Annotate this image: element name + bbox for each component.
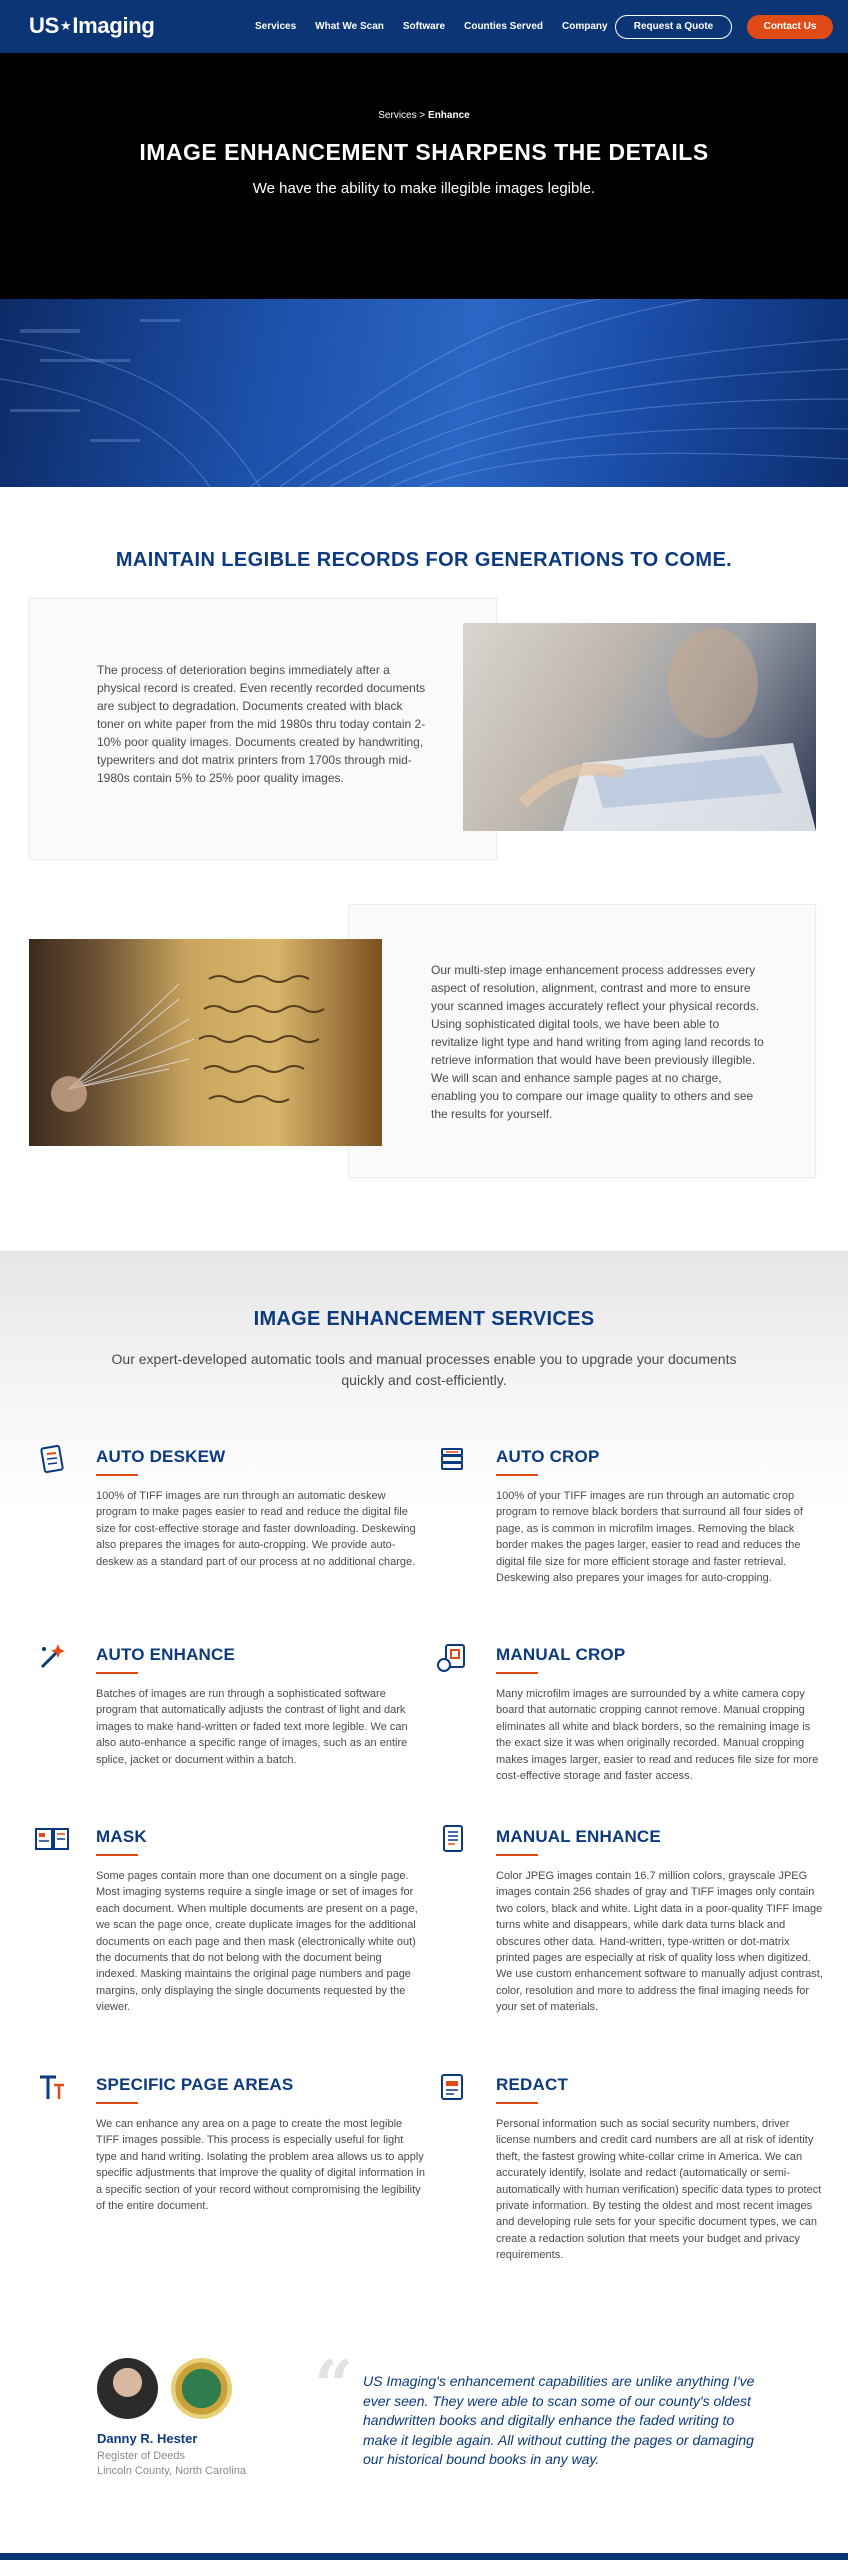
title-underline	[496, 1854, 538, 1856]
title-underline	[496, 1474, 538, 1476]
service-title: REDACT	[496, 2075, 569, 2094]
service-title: SPECIFIC PAGE AREAS	[96, 2075, 294, 2094]
nav-item-what-we-scan[interactable]: What We Scan	[315, 21, 384, 32]
mask-pages-icon	[30, 1821, 74, 1857]
service-specific-page-areas	[96, 2075, 426, 2214]
breadcrumb-current: Enhance	[428, 110, 470, 121]
breadcrumb	[0, 110, 848, 121]
document-deskew-icon	[34, 1441, 70, 1477]
stacked-pages-icon	[434, 1441, 470, 1477]
title-underline	[96, 1672, 138, 1674]
title-underline	[496, 2102, 538, 2104]
magic-wand-icon	[34, 1639, 70, 1675]
service-description: Batches of images are run through a sophisticated software program that automatically adjusts the contrast of light and dark images to make hand-written or faded text more legible. We can also auto-enhance a specific range of images, such as an entire splice, jacket or document within a batch.	[96, 1688, 408, 1766]
request-quote-button[interactable]: Request a Quote	[615, 15, 732, 39]
text-area-icon	[34, 2069, 70, 2105]
enhancement-process-card	[348, 904, 816, 1178]
testimonial-name: Danny R. Hester	[97, 2431, 198, 2446]
service-title: AUTO DESKEW	[96, 1447, 226, 1466]
service-description: Personal information such as social security numbers, driver license numbers and credit card numbers are all at risk of identity theft, the fastest growing white-collar crime in America. We can accurately identify, isolate and redact (automatically or semi-automatically with human verification) specific data types to protect private information. By testing the oldest and most recent images and developing rule sets for your specific document types, we can create a redaction solution that meets your budget and privacy requirements.	[496, 2118, 822, 2262]
breadcrumb-services-link[interactable]: Services	[378, 110, 417, 121]
service-manual-enhance	[496, 1827, 826, 2016]
service-description: 100% of your TIFF images are run through an automatic crop program to remove black borders that surround all four sides of page, as is common in microfilm images. Removing the black border makes the pages larger, easier to read and reduces the digital file size for more efficient storage and faster retrieval. Deskewing also prepares your images for auto-cropping.	[496, 1490, 803, 1585]
service-manual-crop	[496, 1645, 826, 1784]
nav-item-counties-served[interactable]: Counties Served	[464, 21, 544, 32]
nav-item-company[interactable]: Company	[562, 21, 608, 32]
footer-bar	[0, 2553, 848, 2560]
service-description: Many microfilm images are surrounded by a white camera copy board that automatic cropping cannot remove. Manual cropping eliminates all white and black borders, so the remaining image is the exact size it was when originally recorded. Manual cropping makes images larger, easier to read and reduces file size for more cost-effective storage and faster access.	[496, 1688, 819, 1783]
county-seal-icon	[171, 2358, 232, 2419]
deterioration-card	[29, 598, 497, 860]
us-imaging-logo[interactable]: US★Imaging	[29, 13, 155, 38]
service-description: Color JPEG images contain 16.7 million colors, grayscale JPEG images contain 256 shades of gray and TIFF images only contain two colors, black and white. Light data in a poor-quality TIFF image turns white and disappears, while dark data turns black and obscures other data. Hand-written, type-written or dot-matrix printed pages are especially at risk of quality loss when digitized. We use custom enhancement software to manually adjust contrast, color, resolution and more to address the final imaging needs for your set of materials.	[496, 1870, 823, 2014]
star-icon: ★	[59, 18, 72, 33]
title-underline	[96, 1474, 138, 1476]
avatar	[97, 2358, 158, 2419]
manual-crop-icon	[434, 1639, 470, 1675]
testimonial-quote: US Imaging's enhancement capabilities are unlike anything I've ever seen. They were able to scan some of our county's oldest handwritten books and digitally enhance the faded writing to make it legible again. All without cutting the pages or damaging our historical bound books in any way.	[363, 2373, 755, 2467]
service-mask	[96, 1827, 426, 2016]
service-title: AUTO ENHANCE	[96, 1645, 236, 1664]
service-description: 100% of TIFF images are run through an automatic deskew program to make pages easier to read and reduce the digital file size for cost-effective storage and faster downloading. Deskewing also prepares the images for auto-cropping. We provide auto-deskew as a standard part of our process at no additional charge.	[96, 1490, 416, 1568]
hero-subtitle: We have the ability to make illegible images legible.	[252, 180, 596, 197]
fiber-optic-handwritten-document-photo	[29, 939, 382, 1146]
hero-section	[0, 53, 848, 299]
contact-us-button[interactable]: Contact Us	[747, 15, 833, 39]
main-menu	[255, 21, 627, 32]
nav-item-software[interactable]: Software	[402, 21, 446, 32]
blue-technology-banner-image	[0, 299, 848, 487]
breadcrumb-separator: >	[419, 110, 426, 121]
enhancement-process-text: Our multi-step image enhancement process addresses every aspect of resolution, alignment, contrast and more to ensure your scanned images accurately reflect your physical records. Using sophisticated digital tools, we have been able to revitalize light type and hand writing from aging land records to retrieve information that would have been previously illegible. We will scan and enhance sample pages at no charge, enabling you to compare our image quality to others and see the results for yourself.	[431, 963, 764, 1121]
document-lines-icon	[434, 1821, 470, 1857]
page-title: IMAGE ENHANCEMENT SHARPENS THE DETAILS	[139, 139, 709, 165]
service-title: AUTO CROP	[496, 1447, 600, 1466]
deterioration-text: The process of deterioration begins immediately after a physical record is created. Even recently recorded documents are subject to degradation. Documents created with black toner on white paper from the mid 1980s thru today contain 2-10% poor quality images. Documents created by handwriting, typewriters and dot matrix printers from 1700s through mid-1980s contain 5% to 25% poor quality images.	[97, 663, 426, 785]
testimonial-role: Register of Deeds	[97, 2450, 186, 2462]
service-auto-deskew	[96, 1447, 426, 1570]
services-intro: Our expert-developed automatic tools and manual processes enable you to upgrade your documents quickly and cost-efficiently.	[111, 1351, 737, 1388]
testimonial-county: Lincoln County, North Carolina	[97, 2465, 246, 2477]
nav-item-services[interactable]: Services	[255, 21, 297, 32]
service-auto-enhance	[96, 1645, 426, 1768]
service-auto-crop	[496, 1447, 826, 1586]
service-title: MANUAL CROP	[496, 1645, 626, 1664]
title-underline	[96, 1854, 138, 1856]
woman-reading-document-photo	[463, 623, 816, 831]
title-underline	[96, 2102, 138, 2104]
service-title: MASK	[96, 1827, 147, 1846]
redact-icon	[434, 2069, 470, 2105]
service-description: We can enhance any area on a page to create the most legible TIFF images possible. This process is especially useful for light type and hand writing. Isolating the problem area allows us to apply specific adjustments that improve the quality of digital information in a specific section of your record without compromising the legibility of the entire document.	[96, 2118, 425, 2213]
service-title: MANUAL ENHANCE	[496, 1827, 661, 1846]
services-heading: IMAGE ENHANCEMENT SERVICES	[253, 1308, 595, 1330]
top-navigation	[0, 0, 848, 53]
service-description: Some pages contain more than one document on a single page. Most imaging systems require a single image or set of images for each document. When multiple documents are present on a page, we scan the page once, create duplicate images for the additional documents on each page and then mask (electronically white out) the documents that do not belong with the document being indexed. Masking maintains the original page numbers and page margins, only displaying the single documents requested by the viewer.	[96, 1870, 418, 2014]
quote-mark-icon: “	[314, 2346, 354, 2426]
service-redact	[496, 2075, 826, 2264]
legible-records-heading: MAINTAIN LEGIBLE RECORDS FOR GENERATIONS TO COME.	[115, 549, 733, 571]
title-underline	[496, 1672, 538, 1674]
